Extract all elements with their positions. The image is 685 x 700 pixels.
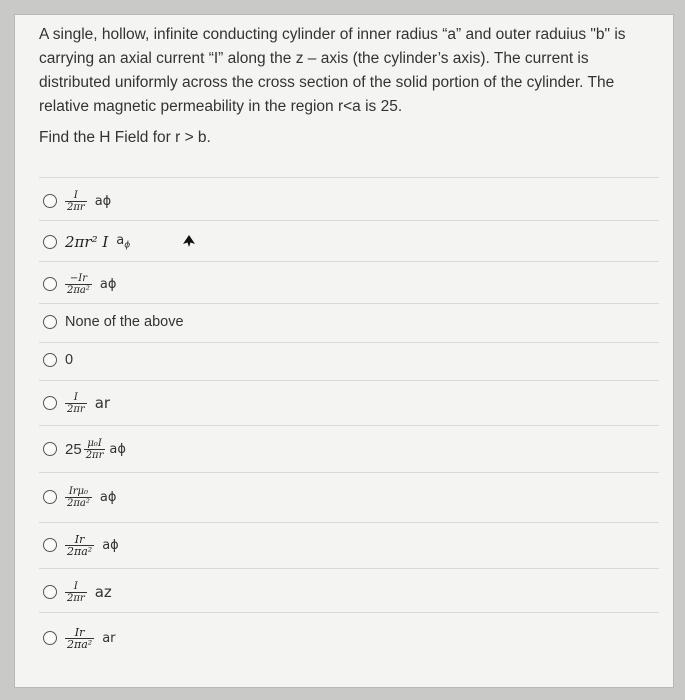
fraction: $\frac{I}{2\pi r}$ bbox=[67, 391, 85, 415]
option-9[interactable] bbox=[39, 526, 659, 564]
unit-vector: aϕ bbox=[99, 276, 117, 292]
unit-vector: $a_\phi$ bbox=[116, 233, 131, 251]
fraction: $\frac{\text{μ₀I}}{2\pi r}$ bbox=[85, 437, 104, 461]
option-5[interactable] bbox=[39, 341, 659, 379]
fraction: $\frac{\text{Irμ₀}}{\text{2πa²}}$ bbox=[67, 485, 90, 509]
question-text: A single, hollow, infinite conducting cylinder of inner radius “a” and outer raduius "b" is carrying an axial current “I” along the z – axis (the cylinder’s axis). The current is distributed uniformly across the cross section of the solid portion of the cylinder. The relative magnetic permeability in the region r<a is 25. bbox=[39, 26, 626, 115]
unit-vector: ar bbox=[102, 630, 116, 646]
divider bbox=[39, 425, 659, 426]
divider bbox=[39, 472, 659, 473]
radio-button[interactable] bbox=[43, 315, 57, 329]
mouse-cursor-icon bbox=[182, 234, 196, 248]
radio-button[interactable] bbox=[43, 396, 57, 410]
question-card bbox=[14, 14, 674, 688]
radio-button[interactable] bbox=[43, 277, 57, 291]
option-1[interactable] bbox=[39, 182, 659, 220]
unit-vector: aϕ bbox=[102, 537, 119, 553]
divider bbox=[39, 261, 659, 262]
radio-button[interactable] bbox=[43, 235, 57, 249]
divider bbox=[39, 612, 659, 613]
radio-button[interactable] bbox=[43, 442, 57, 456]
radio-button[interactable] bbox=[43, 585, 57, 599]
option-4[interactable] bbox=[39, 303, 659, 341]
option-8[interactable] bbox=[39, 478, 659, 516]
radio-button[interactable] bbox=[43, 538, 57, 552]
divider bbox=[39, 522, 659, 523]
divider bbox=[39, 568, 659, 569]
expression: 2πr² I bbox=[65, 233, 109, 251]
option-11[interactable] bbox=[39, 619, 659, 657]
divider bbox=[39, 220, 659, 221]
option-10[interactable] bbox=[39, 573, 659, 611]
fraction: $\frac{I}{2\pi r}$ bbox=[67, 189, 85, 213]
option-3[interactable] bbox=[39, 265, 659, 303]
radio-button[interactable] bbox=[43, 194, 57, 208]
fraction: $\frac{Ir}{\text{2πa²}}$ bbox=[67, 532, 93, 558]
radio-button[interactable] bbox=[43, 490, 57, 504]
unit-vector: aϕ bbox=[94, 193, 112, 209]
option-2[interactable] bbox=[39, 223, 659, 261]
unit-vector: az bbox=[94, 583, 112, 601]
option-7[interactable] bbox=[39, 430, 659, 468]
coefficient: 25 bbox=[65, 440, 82, 458]
fraction: $\frac{I}{2\pi r}$ bbox=[67, 580, 85, 604]
fraction: $\frac{-Ir}{\text{2πa²}}$ bbox=[67, 272, 90, 296]
radio-button[interactable] bbox=[43, 631, 57, 645]
unit-vector: aϕ bbox=[109, 441, 126, 457]
divider bbox=[39, 380, 659, 381]
unit-vector: aϕ bbox=[99, 489, 117, 505]
fraction: $\frac{Ir}{\text{2πa²}}$ bbox=[67, 625, 93, 651]
unit-vector: ar bbox=[94, 394, 111, 412]
option-label: 0 bbox=[65, 352, 74, 368]
option-label: None of the above bbox=[65, 314, 184, 330]
divider bbox=[39, 177, 659, 178]
option-6[interactable] bbox=[39, 384, 659, 422]
question-prompt: Find the H Field for r > b. bbox=[39, 129, 211, 146]
radio-button[interactable] bbox=[43, 353, 57, 367]
